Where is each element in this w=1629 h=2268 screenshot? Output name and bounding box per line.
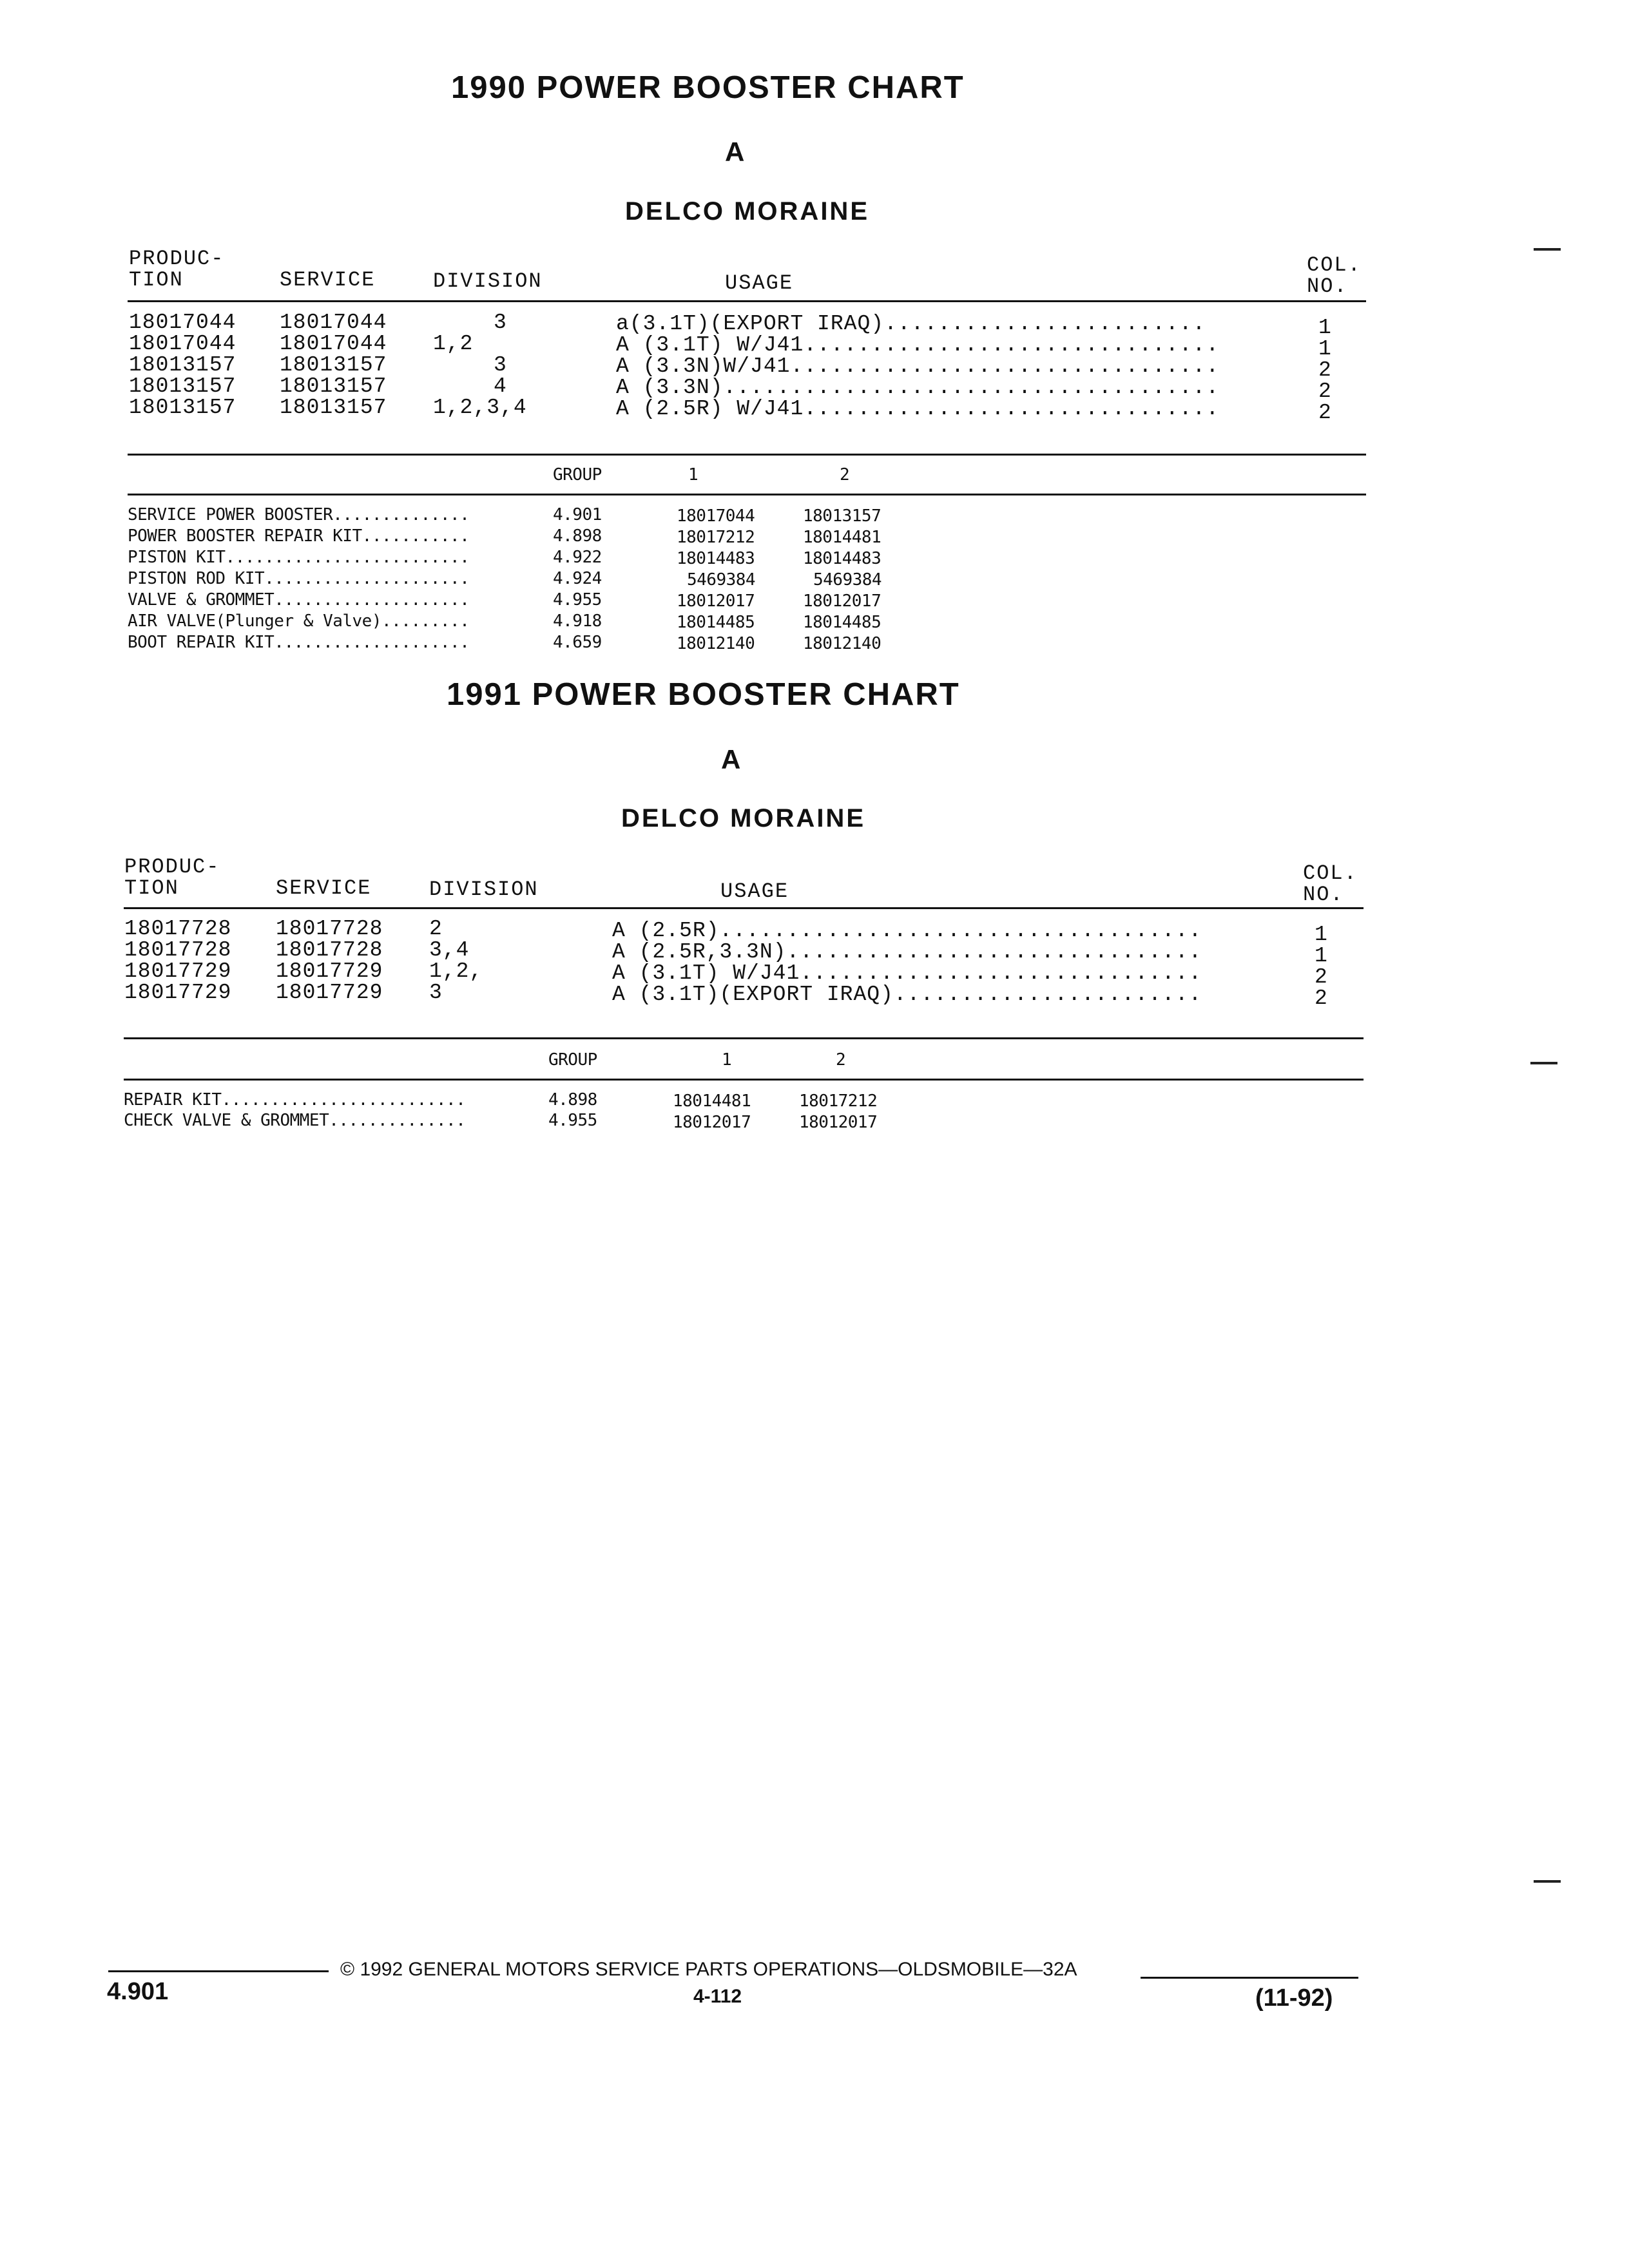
margin-mark [1534,1880,1561,1883]
production-number: 18017728 [124,938,232,962]
division: 3,4 [429,938,470,962]
footer-page-number: 4-112 [693,1986,742,2007]
usage: A (2.5R) W/J41............................... [616,397,1220,421]
group-header-col2: 2 [836,1050,846,1070]
part-col1: 5469384 [687,570,756,590]
service-number: 18013157 [280,396,387,419]
part-name: CHECK VALVE & GROMMET.............. [124,1111,466,1130]
production-number: 18017728 [124,917,232,941]
usage: A (3.1T) W/J41.............................. [612,961,1202,985]
group-header-label: GROUP [548,1050,597,1070]
group-number: 4.898 [548,1090,597,1110]
margin-mark [1530,1062,1557,1064]
service-number: 18017728 [276,917,383,941]
group-rule-bottom [124,1079,1364,1081]
group-header-label: GROUP [553,465,602,485]
production-number: 18013157 [129,374,236,398]
col-number: 1 [1318,316,1332,340]
part-col2: 18014483 [803,549,882,568]
header-col-line2: NO. [1303,883,1344,907]
chart-letter: A [721,744,741,774]
service-number: 18013157 [280,374,387,398]
footer-rule-right [1141,1977,1358,1979]
part-col1: 18014485 [677,613,755,632]
production-number: 18017044 [129,311,236,334]
usage: A (3.3N)W/J41................................ [616,354,1220,378]
group-number: 4.924 [553,569,602,588]
chart-title: 1990 POWER BOOSTER CHART [451,70,965,105]
production-number: 18017044 [129,332,236,356]
manufacturer-name: DELCO MORAINE [621,804,865,832]
part-col1: 18012017 [673,1113,751,1132]
chart-title: 1991 POWER BOOSTER CHART [447,677,960,712]
service-number: 18017729 [276,981,383,1004]
margin-mark [1534,248,1561,251]
col-number: 2 [1315,965,1328,989]
group-header-col2: 2 [840,465,850,485]
col-number: 1 [1315,944,1328,968]
part-name: PISTON ROD KIT..................... [128,569,470,588]
header-production-line1: PRODUC- [129,247,225,271]
usage: A (2.5R,3.3N)............................... [612,940,1202,964]
part-col1: 18017212 [677,528,755,547]
division: 3 [429,981,443,1004]
group-number: 4.955 [553,590,602,610]
header-rule [128,300,1366,302]
col-number: 1 [1315,923,1328,947]
part-col2: 18013157 [803,506,882,526]
col-number: 2 [1315,986,1328,1010]
group-rule-top [128,454,1366,456]
part-col2: 18014481 [803,528,882,547]
part-col1: 18012140 [677,634,755,653]
group-number: 4.955 [548,1111,597,1130]
usage: A (3.1T)(EXPORT IRAQ)....................... [612,983,1202,1006]
division: 3 [494,311,507,334]
part-name: REPAIR KIT......................... [124,1090,466,1110]
group-header-col1: 1 [688,465,699,485]
part-col2: 18012140 [803,634,882,653]
part-name: AIR VALVE(Plunger & Valve)......... [128,611,470,631]
service-number: 18017044 [280,311,387,334]
group-rule-top [124,1037,1364,1039]
header-production-line2: TION [129,268,184,292]
division: 3 [494,353,507,377]
footer-copyright: © 1992 GENERAL MOTORS SERVICE PARTS OPERATIONS—OLDSMOBILE—32A [340,1959,1077,1980]
group-number: 4.922 [553,548,602,567]
col-number: 1 [1318,337,1332,361]
service-number: 18017044 [280,332,387,356]
usage: a(3.1T)(EXPORT IRAQ)........................ [616,312,1206,336]
part-col2: 18014485 [803,613,882,632]
manufacturer-name: DELCO MORAINE [625,197,869,226]
group-rule-bottom [128,494,1366,495]
production-number: 18013157 [129,396,236,419]
header-service: SERVICE [276,876,372,900]
part-name: VALVE & GROMMET.................... [128,590,470,610]
footer-rule-left [108,1970,329,1972]
part-col2: 5469384 [813,570,882,590]
header-production-line2: TION [124,876,179,900]
group-number: 4.901 [553,505,602,524]
header-usage: USAGE [720,879,789,903]
division: 1,2,3,4 [433,396,527,419]
usage: A (3.3N)..................................... [616,376,1220,399]
part-col2: 18017212 [799,1091,878,1111]
production-number: 18017729 [124,981,232,1004]
part-col1: 18014483 [677,549,755,568]
part-name: PISTON KIT......................... [128,548,470,567]
usage: A (3.1T) W/J41............................... [616,333,1220,357]
group-header-col1: 1 [722,1050,732,1070]
header-col-line1: COL. [1303,861,1358,885]
header-usage: USAGE [725,271,794,295]
footer-date: (11-92) [1255,1984,1333,2012]
header-service: SERVICE [280,268,376,292]
service-number: 18017728 [276,938,383,962]
usage: A (2.5R).................................... [612,919,1202,943]
division: 1,2, [429,959,483,983]
header-col-line1: COL. [1307,253,1362,277]
part-col1: 18017044 [677,506,755,526]
division: 2 [429,917,443,941]
part-name: SERVICE POWER BOOSTER.............. [128,505,470,524]
header-division: DIVISION [433,269,543,293]
header-division: DIVISION [429,878,539,901]
part-name: POWER BOOSTER REPAIR KIT........... [128,526,470,546]
production-number: 18017729 [124,959,232,983]
header-production-line1: PRODUC- [124,855,220,879]
col-number: 2 [1318,380,1332,403]
header-rule [124,907,1364,909]
production-number: 18013157 [129,353,236,377]
division: 4 [494,374,507,398]
group-number: 4.898 [553,526,602,546]
part-name: BOOT REPAIR KIT.................... [128,633,470,652]
service-number: 18013157 [280,353,387,377]
group-number: 4.918 [553,611,602,631]
division: 1,2 [433,332,474,356]
part-col1: 18012017 [677,591,755,611]
part-col2: 18012017 [803,591,882,611]
col-number: 2 [1318,401,1332,425]
part-col1: 18014481 [673,1091,751,1111]
header-col-line2: NO. [1307,274,1348,298]
footer-group-number: 4.901 [107,1978,169,2005]
service-number: 18017729 [276,959,383,983]
part-col2: 18012017 [799,1113,878,1132]
col-number: 2 [1318,358,1332,382]
chart-letter: A [725,137,745,167]
group-number: 4.659 [553,633,602,652]
